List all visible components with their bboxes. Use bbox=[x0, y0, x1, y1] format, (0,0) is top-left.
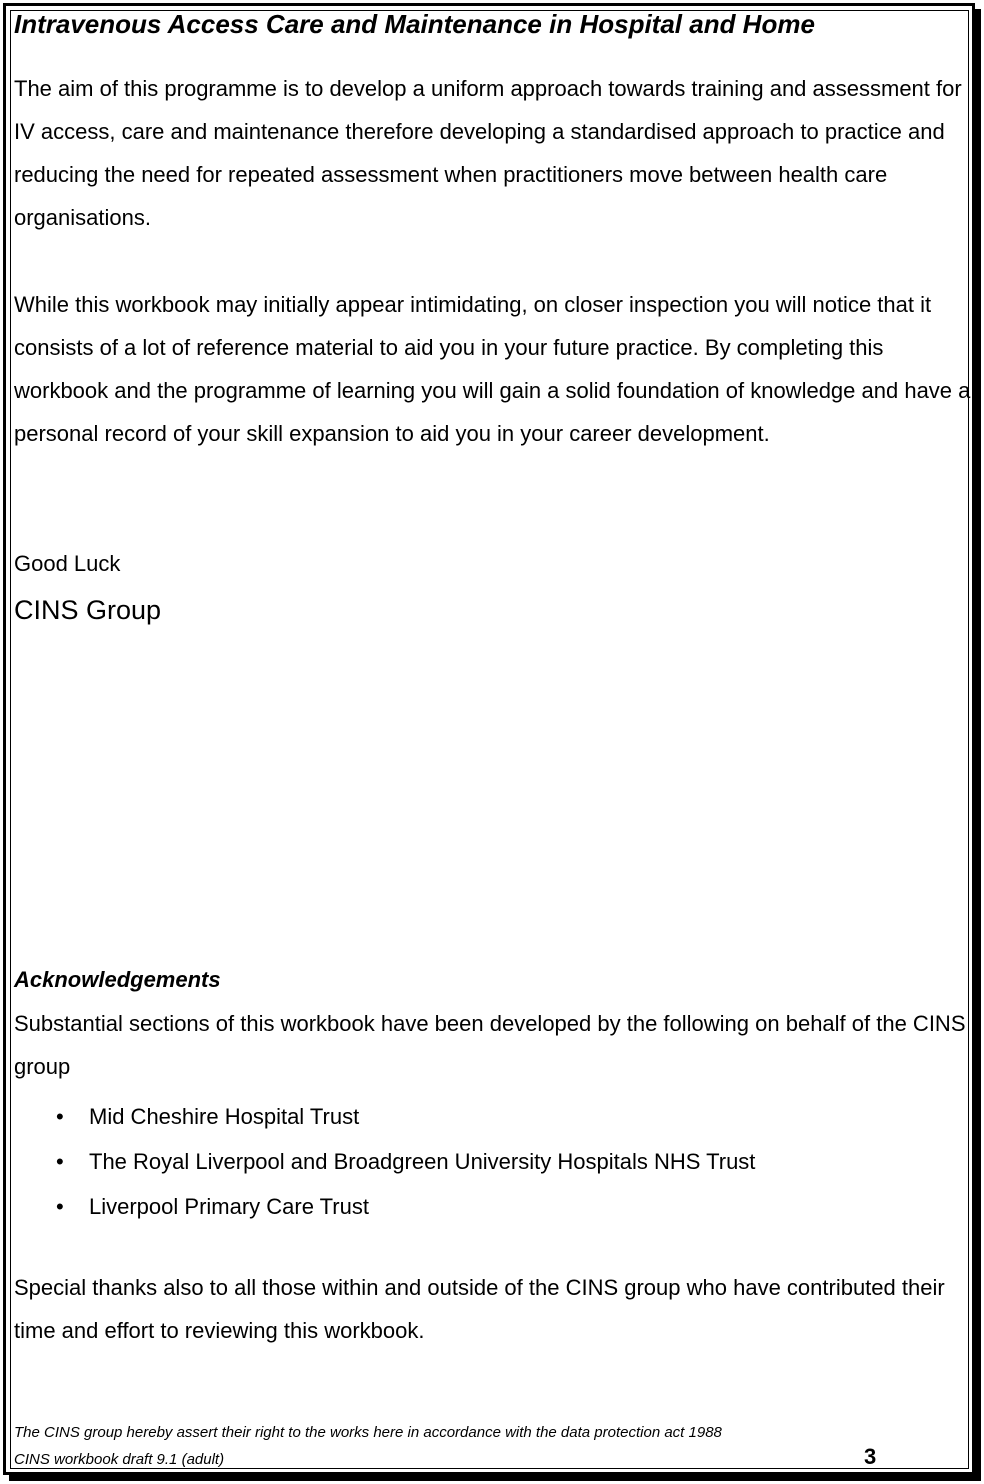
acknowledgements-heading: Acknowledgements bbox=[14, 967, 221, 992]
bullet-icon: • bbox=[56, 1104, 64, 1129]
document-title: Intravenous Access Care and Maintenance in Hospital and Home bbox=[14, 9, 815, 39]
page-shadow-right bbox=[975, 9, 981, 1479]
list-item bbox=[14, 1184, 755, 1229]
workbook-paragraph: While this workbook may initially appear intimidating, on closer inspection you will notice that it consists of a lot of reference material to aid you in your future practice. By completing this workbook and the programme of learning you will gain a solid foundation of knowledge and have a personal record of your skill expansion to aid you in your career development. bbox=[14, 292, 971, 446]
footer-rights-notice: The CINS group hereby assert their right to the works here in accordance with the data protection act 1988 bbox=[14, 1424, 722, 1441]
signature: CINS Group bbox=[14, 595, 162, 625]
list-item bbox=[14, 1139, 755, 1184]
page-shadow-bottom bbox=[9, 1475, 981, 1481]
page-content bbox=[14, 4, 972, 1343]
organisation-name: The Royal Liverpool and Broadgreen University Hospitals NHS Trust bbox=[89, 1149, 756, 1174]
bullet-icon: • bbox=[56, 1194, 64, 1219]
organisation-name: Liverpool Primary Care Trust bbox=[89, 1194, 369, 1219]
thanks-paragraph: Special thanks also to all those within and outside of the CINS group who have contributed their time and effort to reviewing this workbook. bbox=[14, 1275, 945, 1343]
list-item bbox=[14, 1094, 755, 1139]
bullet-icon: • bbox=[56, 1149, 64, 1174]
page-number: 3 bbox=[864, 1444, 877, 1469]
acknowledgements-intro: Substantial sections of this workbook have been developed by the following on behalf of the CINS group bbox=[14, 1011, 966, 1079]
organisation-name: Mid Cheshire Hospital Trust bbox=[89, 1104, 360, 1129]
organisation-list bbox=[14, 1094, 755, 1229]
intro-paragraph: The aim of this programme is to develop a uniform approach towards training and assessment for IV access, care and maintenance therefore developing a standardised approach to practice and reducing the need for repeated assessment when practitioners move between health care organisations. bbox=[14, 76, 962, 230]
footer-version: CINS workbook draft 9.1 (adult) bbox=[14, 1451, 225, 1468]
sign-off: Good Luck bbox=[14, 551, 121, 576]
